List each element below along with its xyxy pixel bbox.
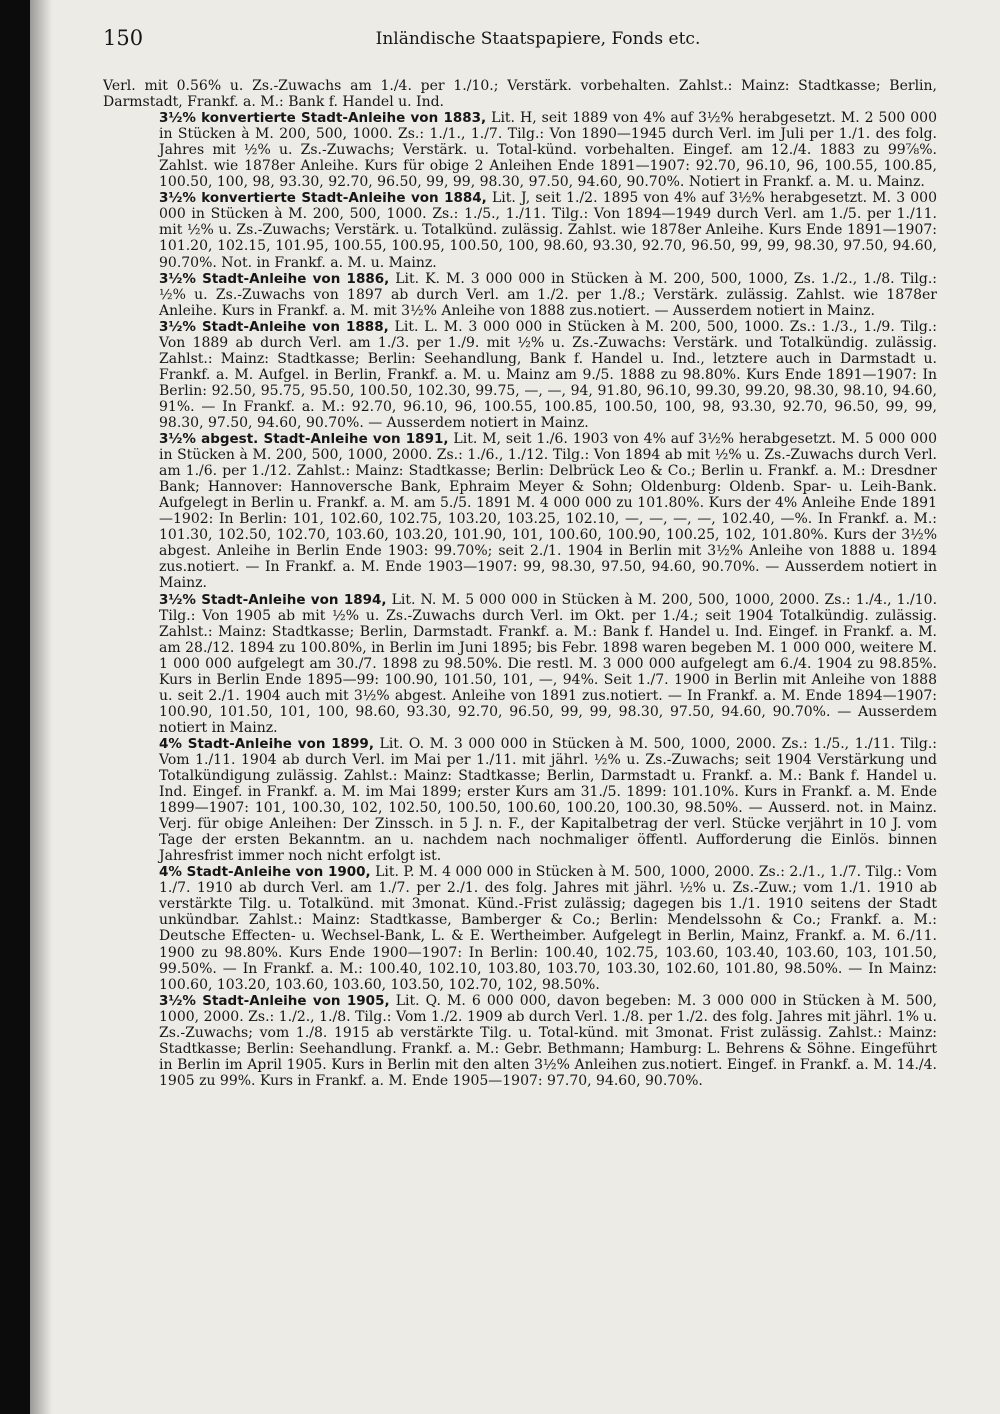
entry-loan-1888 [103, 319, 937, 431]
entry-text: Lit. Q. M. 6 000 000, davon begeben: M. 3 000 000 in Stücken à M. 500, 1000, 2000. Zs.: 1./2., 1./8. Tilg.: Vom 1./2. 1909 ab durch Verl. 1./8. per 1./2. des folg. Jahres mit jährl. 1% u. Zs.-Zuwachs; vom 1./8. 1915 ab verstärkte Tilg. u. Total-künd. mit 3monat. Frist zulässig. Zahlst.: Mainz: Stadtkasse; Berlin: Seehandlung. Frankf. a. M.: Gebr. Bethmann; Hamburg: L. Behrens & Söhne. Eingeführt in Berlin im April 1905. Kurs in Berlin mit den alten 3½% Anleihen zus.notiert. Eingef. in Frankf. a. M. 14./4. 1905 zu 99%. Kurs in Frankf. a. M. Ende 1905—1907: 97.70, 94.60, 90.70%. [159, 992, 937, 1089]
entry-text: Lit. N. M. 5 000 000 in Stücken à M. 200, 500, 1000, 2000. Zs.: 1./4., 1./10. Tilg.: Von 1905 ab mit ½% u. Zs.-Zuwachs durch Verl. im Okt. per 1./4.; seit 1904 Totalkündig. zulässig. Zahlst.: Mainz: Stadtkasse; Berlin, Darmstadt. Frankf. a. M.: Bank f. Handel u. Ind. Eingef. in Frankf. a. M. am 28./12. 1894 zu 100.80%, in Berlin im Juni 1895; bis Febr. 1898 waren begeben M. 1 000 000, weitere M. 1 000 000 aufgelegt am 30./7. 1898 zu 98.50%. Die restl. M. 3 000 000 aufgelegt am 6./4. 1904 zu 98.85%. Kurs in Berlin Ende 1895—99: 100.90, 101.50, 101, —, 94%. Seit 1./7. 1900 in Berlin mit Anleihe von 1888 u. seit 2./1. 1904 auch mit 3½% abgest. Anleihe von 1891 zus.notiert. — In Frankf. a. M. Ende 1894—1907: 100.90, 101.50, 101, 100, 98.60, 93.30, 92.70, 96.50, 99, 99, 98.30, 97.50, 94.60, 90.70%. — Ausserdem notiert in Mainz. [159, 591, 937, 736]
entry-text: Lit. K. M. 3 000 000 in Stücken à M. 200, 500, 1000, Zs. 1./2., 1./8. Tilg.: ½% u. Zs.-Zuwachs von 1897 ab durch Verl. am 1./2. per 1./8.; Verstärk. zulässig. Zahlst. wie 1878er Anleihe. Kurs in Frankf. a. M. mit 3½% Anleihe von 1888 zus.notiert. — Ausserdem notiert in Mainz. [159, 270, 937, 319]
entry-heading: 3½% konvertierte Stadt-Anleihe von 1884, [159, 190, 487, 207]
entry-heading: 3½% Stadt-Anleihe von 1905, [159, 992, 390, 1009]
page-header [103, 26, 943, 62]
entry-loan-1905 [103, 993, 937, 1089]
entry-text: Lit. L. M. 3 000 000 in Stücken à M. 200, 500, 1000. Zs.: 1./3., 1./9. Tilg.: Von 1889 ab durch Verl. am 1./3. per 1./9. mit ½% u. Zs.-Zuwachs: Verstärk. und Totalkündig. zulässig. Zahlst.: Mainz: Stadtkasse; Berlin: Seehandlung, Bank f. Handel u. Ind., letztere auch in Darmstadt u. Frankf. a. M. Aufgel. in Berlin, Frankf. a. M. u. Mainz am 9./5. 1888 zu 98.80%. Kurs Ende 1891—1907: In Berlin: 92.50, 95.75, 95.50, 100.50, 102.30, 99.75, —, —, 94, 91.80, 96.10, 99.30, 99.20, 98.30, 98.10, 94.60, 91%. — In Frankf. a. M.: 92.70, 96.10, 96, 100.55, 100.85, 100.50, 100, 98, 93.30, 92.70, 96.50, 99, 99, 98.30, 97.50, 94.60, 90.70%. — Ausserdem notiert in Mainz. [159, 318, 937, 431]
entry-heading: 4% Stadt-Anleihe von 1899, [159, 735, 374, 752]
entry-loan-1886 [103, 271, 937, 319]
entry-loan-1900 [103, 864, 937, 992]
entry-heading: 4% Stadt-Anleihe von 1900, [159, 864, 371, 881]
entry-text: Verl. mit 0.56% u. Zs.-Zuwachs am 1./4. per 1./10.; Verstärk. vorbehalten. Zahlst.: Mainz: Stadtkasse; Berlin, Darmstadt, Frankf. a. M.: Bank f. Handel u. Ind. [103, 78, 937, 111]
running-title: Inländische Staatspapiere, Fonds etc. [375, 29, 701, 49]
gutter-shadow [30, 0, 52, 1414]
entry-heading: 3½% Stadt-Anleihe von 1894, [159, 591, 387, 608]
entry-loan-1891 [103, 431, 937, 591]
entry-text: Lit. M, seit 1./6. 1903 von 4% auf 3½% herabgesetzt. M. 5 000 000 in Stücken à M. 200, 500, 1000, 2000. Zs.: 1./6., 1./12. Tilg.: Von 1894 ab mit ½% u. Zs.-Zuwachs durch Verl. am 1./6. per 1./12. Zahlst.: Mainz: Stadtkasse; Berlin: Delbrück Leo & Co.; Berlin u. Frankf. a. M.: Dresdner Bank; Hannover: Hannoversche Bank, Ephraim Meyer & Sohn; Oldenburg: Oldenb. Spar- u. Leih-Bank. Aufgelegt in Berlin u. Frankf. a. M. am 5./5. 1891 M. 4 000 000 zu 101.80%. Kurs der 4% Anleihe Ende 1891—1902: In Berlin: 101, 102.60, 102.75, 103.20, 103.25, 102.10, —, —, —, —, 102.40, —%. In Frankf. a. M.: 101.30, 102.50, 102.70, 103.60, 103.20, 101.90, 101, 100.60, 100.90, 100.25, 102, 101.80%. Kurs der 3½% abgest. Anleihe in Berlin Ende 1903: 99.70%; seit 2./1. 1904 in Berlin mit 3½% Anleihe von 1888 u. 1894 zus.notiert. — In Frankf. a. M. Ende 1903—1907: 99, 98.30, 97.50, 94.60, 90.70%. — Ausserdem notiert in Mainz. [159, 431, 937, 592]
entry-heading: 3½% abgest. Stadt-Anleihe von 1891, [159, 431, 449, 448]
entry-heading: 3½% Stadt-Anleihe von 1888, [159, 318, 389, 335]
entry-text: Lit. J, seit 1./2. 1895 von 4% auf 3½% herabgesetzt. M. 3 000 000 in Stücken à M. 200, 500, 1000. Zs.: 1./5., 1./11. Tilg.: Von 1894—1949 durch Verl. am 1./5. per 1./11. mit ½% u. Zs.-Zuwachs; Verstärk. u. Totalkünd. zulässig. Zahlst. wie 1878er Anleihe. Kurs Ende 1891—1907: 101.20, 102.15, 101.95, 100.55, 100.95, 100.50, 100, 98.60, 93.30, 92.70, 96.50, 99, 99, 98.30, 97.50, 94.60, 90.70%. Not. in Frankf. a. M. u. Mainz. [159, 190, 937, 271]
entry-heading: 3½% konvertierte Stadt-Anleihe von 1883, [159, 110, 487, 127]
entry-loan-1883 [103, 110, 937, 190]
entry-text: Lit. H, seit 1889 von 4% auf 3½% herabgesetzt. M. 2 500 000 in Stücken à M. 200, 500, 1000. Zs.: 1./1., 1./7. Tilg.: Von 1890—1945 durch Verl. im Juli per 1./1. des folg. Jahres mit ½% u. Zs.-Zuwachs; Verstärk. u. Total-künd. vorbehalten. Eingef. am 12./4. 1883 zu 99⅞%. Zahlst. wie 1878er Anleihe. Kurs für obige 2 Anleihen Ende 1891—1907: 92.70, 96.10, 96, 100.55, 100.85, 100.50, 100, 98, 93.30, 92.70, 96.50, 99, 99, 98.30, 97.50, 94.60, 90.70%. Notiert in Frankf. a. M. u. Mainz. [159, 110, 937, 191]
entry-loan-1899 [103, 736, 937, 864]
entry-loan-1894 [103, 592, 937, 736]
entry-continuation [103, 78, 937, 110]
entry-text: Lit. O. M. 3 000 000 in Stücken à M. 500, 1000, 2000. Zs.: 1./5., 1./11. Tilg.: Vom 1./11. 1904 ab durch Verl. im Mai per 1./11. mit jährl. ½% u. Zs.-Zuwachs; seit 1904 Verstärkung und Totalkündigung zulässig. Zahlst.: Mainz: Stadtkasse; Berlin, Darmstadt u. Frankf. a. M.: Bank f. Handel u. Ind. Eingef. in Frankf. a. M. im Mai 1899; erster Kurs am 31./5. 1899: 101.10%. Kurs in Frankf. a. M. Ende 1899—1907: 101, 100.30, 102, 102.50, 100.50, 100.60, 100.20, 100.30, 98.50%. — Ausserd. not. in Mainz. Verj. für obige Anleihen: Der Zinssch. in 5 J. n. F., der Kapitalbetrag der verl. Stücke verjährt in 10 J. vom Tage der ersten Bekanntm. an u. nachdem nach nochmaliger öffentl. Aufforderung die Einlös. binnen Jahresfrist immer noch nicht erfolgt ist. [159, 735, 937, 865]
entry-heading: 3½% Stadt-Anleihe von 1886, [159, 270, 390, 287]
page-number: 150 [103, 26, 144, 50]
binding-gutter [0, 0, 30, 1414]
entry-text: Lit. P. M. 4 000 000 in Stücken à M. 500, 1000, 2000. Zs.: 2./1., 1./7. Tilg.: Vom 1./7. 1910 ab durch Verl. am 1./7. per 2./1. des folg. Jahres mit jährl. ½% u. Zs.-Zuw.; vom 1./1. 1910 ab verstärkte Tilg. u. Totalkünd. mit 3monat. Künd.-Frist zulässig; dagegen bis 1./1. 1910 seitens der Stadt unkündbar. Zahlst.: Mainz: Stadtkasse, Bamberger & Co.; Berlin: Mendelssohn & Co.; Frankf. a. M.: Deutsche Effecten- u. Wechsel-Bank, L. & E. Wertheimber. Aufgelegt in Berlin, Mainz, Frankf. a. M. 6./11. 1900 zu 98.80%. Kurs Ende 1900—1907: In Berlin: 100.40, 102.75, 103.60, 103.40, 103.60, 103, 101.50, 99.50%. — In Frankf. a. M.: 100.40, 102.10, 103.80, 103.70, 103.30, 102.60, 101.80, 98.50%. — In Mainz: 100.60, 103.20, 103.60, 103.60, 103.50, 102.70, 102, 98.50%. [159, 864, 937, 993]
page-body [103, 78, 937, 1403]
entry-loan-1884 [103, 190, 937, 270]
